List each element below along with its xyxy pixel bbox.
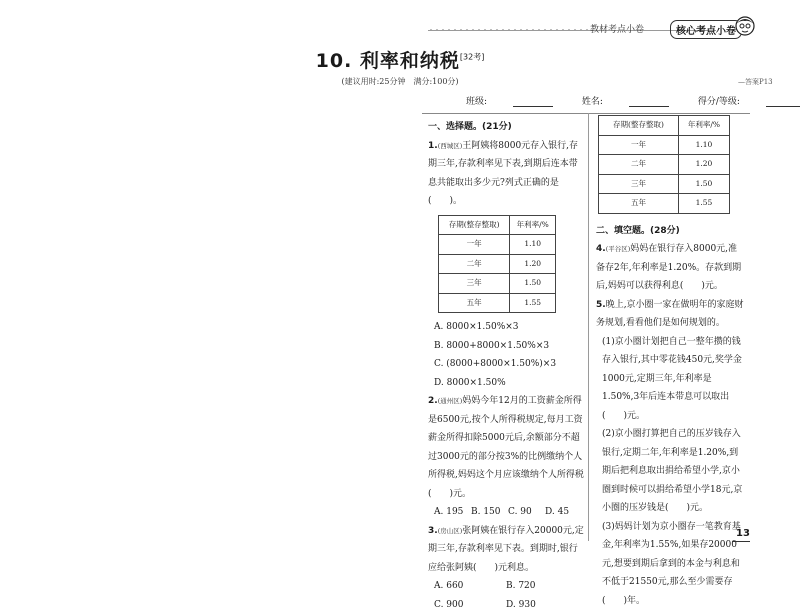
section-fill-heading: 二、填空题。(28分): [596, 222, 746, 241]
page-number: 13: [736, 528, 750, 539]
q3-option-c[interactable]: C. 900: [434, 596, 506, 614]
question-5: 5.晚上,京小圈一家在做明年的家庭财务规划,看看他们是如何规划的。: [596, 296, 746, 333]
column-divider: [588, 113, 589, 541]
question-5-part-2: (2)京小圈打算把自己的压岁钱存入银行,定期二年,年利率是1.20%,到期后把利息取出捐给希望小学,京小圈到时候可以捐给希望小学18元,京小圈的压岁钱是( )元。: [596, 425, 746, 518]
q1-option-c[interactable]: C. (8000+8000×1.50%)×3: [428, 355, 584, 374]
table-header: 存期(整存整取): [599, 116, 679, 136]
table-header: 存期(整存整取): [439, 215, 510, 235]
table-row: 一年 1.10: [439, 235, 556, 255]
right-column: [596, 115, 746, 610]
rate-table-q3: [598, 115, 730, 214]
q1-option-d[interactable]: D. 8000×1.50%: [428, 374, 584, 393]
q2-option-b[interactable]: B. 150: [471, 503, 508, 522]
left-column: [428, 118, 584, 614]
table-row: 五年 1.55: [439, 293, 556, 313]
title-main: 10. 利率和纳税: [316, 50, 460, 72]
table-header: 年利率/%: [510, 215, 556, 235]
q3-options-row2: [428, 596, 584, 614]
table-row: 二年 1.20: [599, 155, 730, 175]
header-divider: [422, 113, 750, 114]
question-2: 2.(通州区)妈妈今年12月的工资薪金所得是6500元,按个人所得税规定,每月工资薪金所得扣除5000元后,余额部分不超过3000元的部分按3%的比例缴纳个人所得税,妈妈这个月应该缴纳个人所得税( )元。: [428, 392, 584, 503]
time-and-score-note: (建议用时:25分钟 满分:100分): [0, 76, 800, 87]
name-field[interactable]: 姓名:: [582, 97, 669, 107]
q2-option-a[interactable]: A. 195: [434, 503, 471, 522]
q1-option-b[interactable]: B. 8000+8000×1.50%×3: [428, 337, 584, 356]
q2-options: [428, 503, 584, 522]
answer-reference: —答案P13: [738, 77, 773, 87]
q3-option-b[interactable]: B. 720: [506, 577, 578, 596]
q3-option-d[interactable]: D. 930: [506, 596, 578, 614]
page-number-rule: [732, 541, 750, 542]
class-field[interactable]: 班级:: [466, 97, 553, 107]
title-tag: [32考]: [460, 53, 484, 62]
question-3: 3.(房山区)张阿姨在银行存入20000元,定期三年,存款利率见下表。到期时,银行应给张阿姨( )元利息。: [428, 522, 584, 578]
q3-option-a[interactable]: A. 660: [434, 577, 506, 596]
table-row: 二年 1.20: [439, 254, 556, 274]
table-row: 三年 1.50: [439, 274, 556, 294]
header-pill-label: 核心考点小卷: [670, 20, 742, 39]
table-row: 一年 1.10: [599, 135, 730, 155]
student-info-row: [466, 94, 800, 107]
q1-option-a[interactable]: A. 8000×1.50%×3: [428, 318, 584, 337]
mascot-icon: [734, 14, 756, 36]
question-4: 4.(平谷区)妈妈在银行存入8000元,准备存2年,年利率是1.20%。存款到期后,妈妈可以获得利息( )元。: [596, 240, 746, 296]
question-1: 1.(西城区)王阿姨将8000元存入银行,存期三年,存款利率见下表,到期后连本带息共能取出多少元?列式正确的是( )。: [428, 137, 584, 211]
q2-option-d[interactable]: D. 45: [545, 503, 582, 522]
q3-options-row1: [428, 577, 584, 596]
section-choice-heading: 一、选择题。(21分): [428, 118, 584, 137]
table-row: 五年 1.55: [599, 194, 730, 214]
rate-table-q1: [438, 215, 556, 314]
page-title: [0, 46, 800, 73]
table-header: 年利率/%: [678, 116, 729, 136]
table-row: 三年 1.50: [599, 174, 730, 194]
header-small-tag: 教材考点小卷: [590, 22, 644, 35]
q2-option-c[interactable]: C. 90: [508, 503, 545, 522]
question-5-part-1: (1)京小圈计划把自己一整年攒的钱存入银行,其中零花钱450元,奖学金1000元,定期三年,年利率是1.50%,3年后连本带息可以取出( )元。: [596, 333, 746, 426]
score-field[interactable]: 得分/等级:: [698, 97, 800, 107]
question-5-part-3: (3)妈妈计划为京小圈存一笔教育基金,年利率为1.55%,如果存20000元,想要到期后拿到的本金与利息和不低于21550元,那么至少需要存( )年。: [596, 518, 746, 611]
